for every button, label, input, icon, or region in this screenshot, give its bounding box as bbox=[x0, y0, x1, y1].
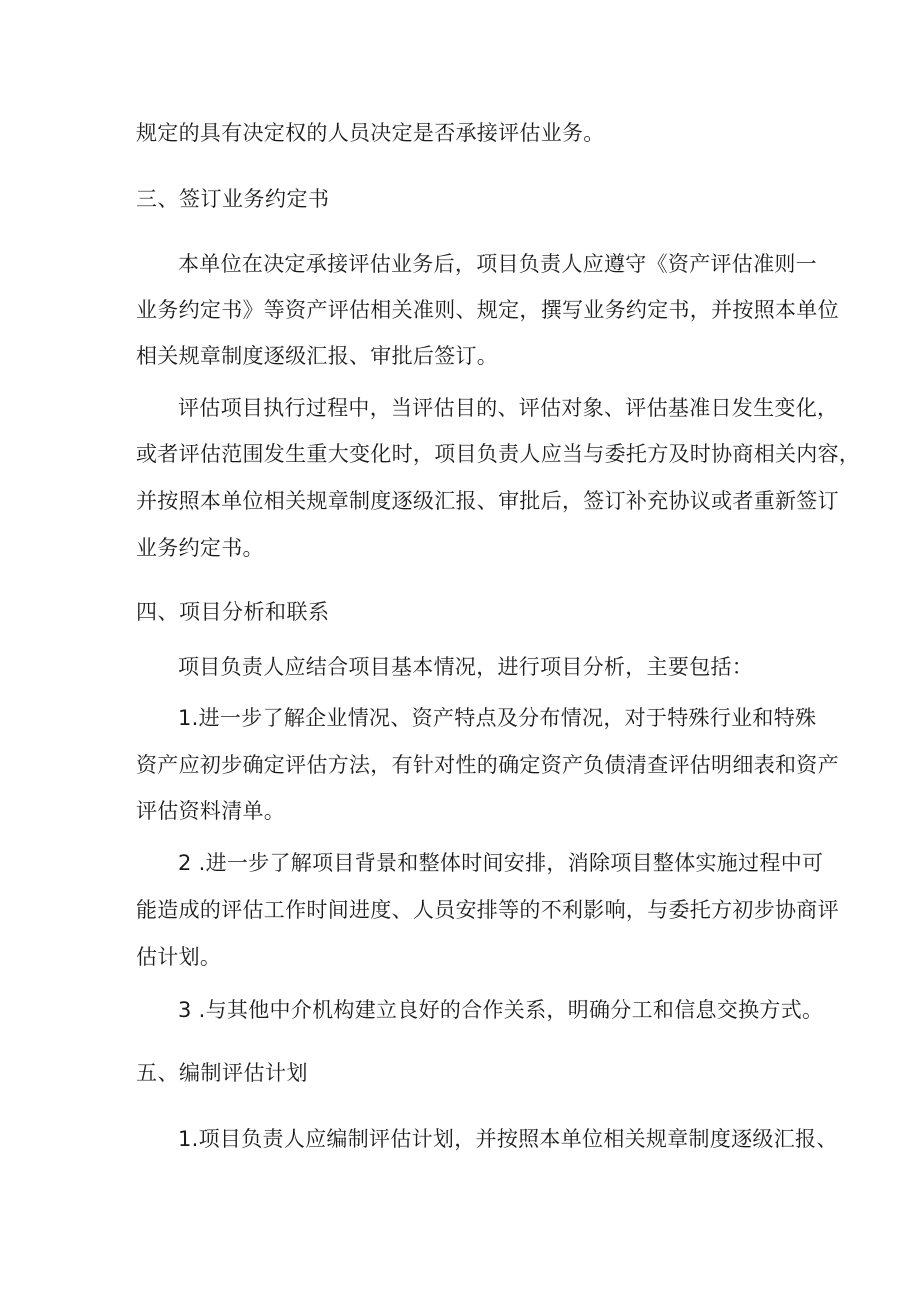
section-3-para-2-line-1: 评估项目执行过程中，当评估目的、评估对象、评估基准日发生变化， bbox=[178, 396, 839, 420]
section-4-heading: 四、项目分析和联系 bbox=[136, 600, 330, 624]
section-4-item-1-line-1: 1.进一步了解企业情况、资产特点及分布情况，对于特殊行业和特殊 bbox=[178, 706, 817, 730]
section-3-para-1-line-3: 相关规章制度逐级汇报、审批后签订。 bbox=[136, 344, 499, 368]
section-3-para-2-line-2: 或者评估范围发生重大变化时，项目负责人应当与委托方及时协商相关内容， bbox=[136, 442, 861, 466]
section-4-item-1-line-3: 评估资料清单。 bbox=[136, 799, 286, 823]
intro-line: 规定的具有决定权的人员决定是否承接评估业务。 bbox=[136, 121, 605, 145]
section-3-heading: 三、签订业务约定书 bbox=[136, 187, 330, 211]
section-3-para-1-line-1: 本单位在决定承接评估业务后，项目负责人应遵守《资产评估准则一 bbox=[178, 252, 817, 276]
section-5-heading: 五、编制评估计划 bbox=[136, 1061, 308, 1085]
section-3-para-2-line-4: 业务约定书。 bbox=[136, 536, 264, 560]
section-3-para-2-line-3: 并按照本单位相关规章制度逐级汇报、审批后，签订补充协议或者重新签订 bbox=[136, 489, 839, 513]
section-4-item-1-line-2: 资产应初步确定评估方法，有针对性的确定资产负债清查评估明细表和资产 bbox=[136, 753, 839, 777]
section-4-item-2-line-2: 能造成的评估工作时间进度、人员安排等的不利影响，与委托方初步协商评 bbox=[136, 898, 839, 922]
section-4-item-2-line-3: 估计划。 bbox=[136, 945, 222, 969]
section-4-intro: 项目负责人应结合项目基本情况，进行项目分析，主要包括： bbox=[178, 655, 754, 679]
section-4-item-2-line-1: 2 .进一步了解项目背景和整体时间安排，消除项目整体实施过程中可 bbox=[178, 851, 824, 875]
section-3-para-1-line-2: 业务约定书》等资产评估相关准则、规定，撰写业务约定书，并按照本单位 bbox=[136, 298, 839, 322]
section-4-item-3: 3 .与其他中介机构建立良好的合作关系，明确分工和信息交换方式。 bbox=[178, 998, 824, 1022]
section-5-item-1: 1.项目负责人应编制评估计划，并按照本单位相关规章制度逐级汇报、 bbox=[178, 1127, 838, 1151]
